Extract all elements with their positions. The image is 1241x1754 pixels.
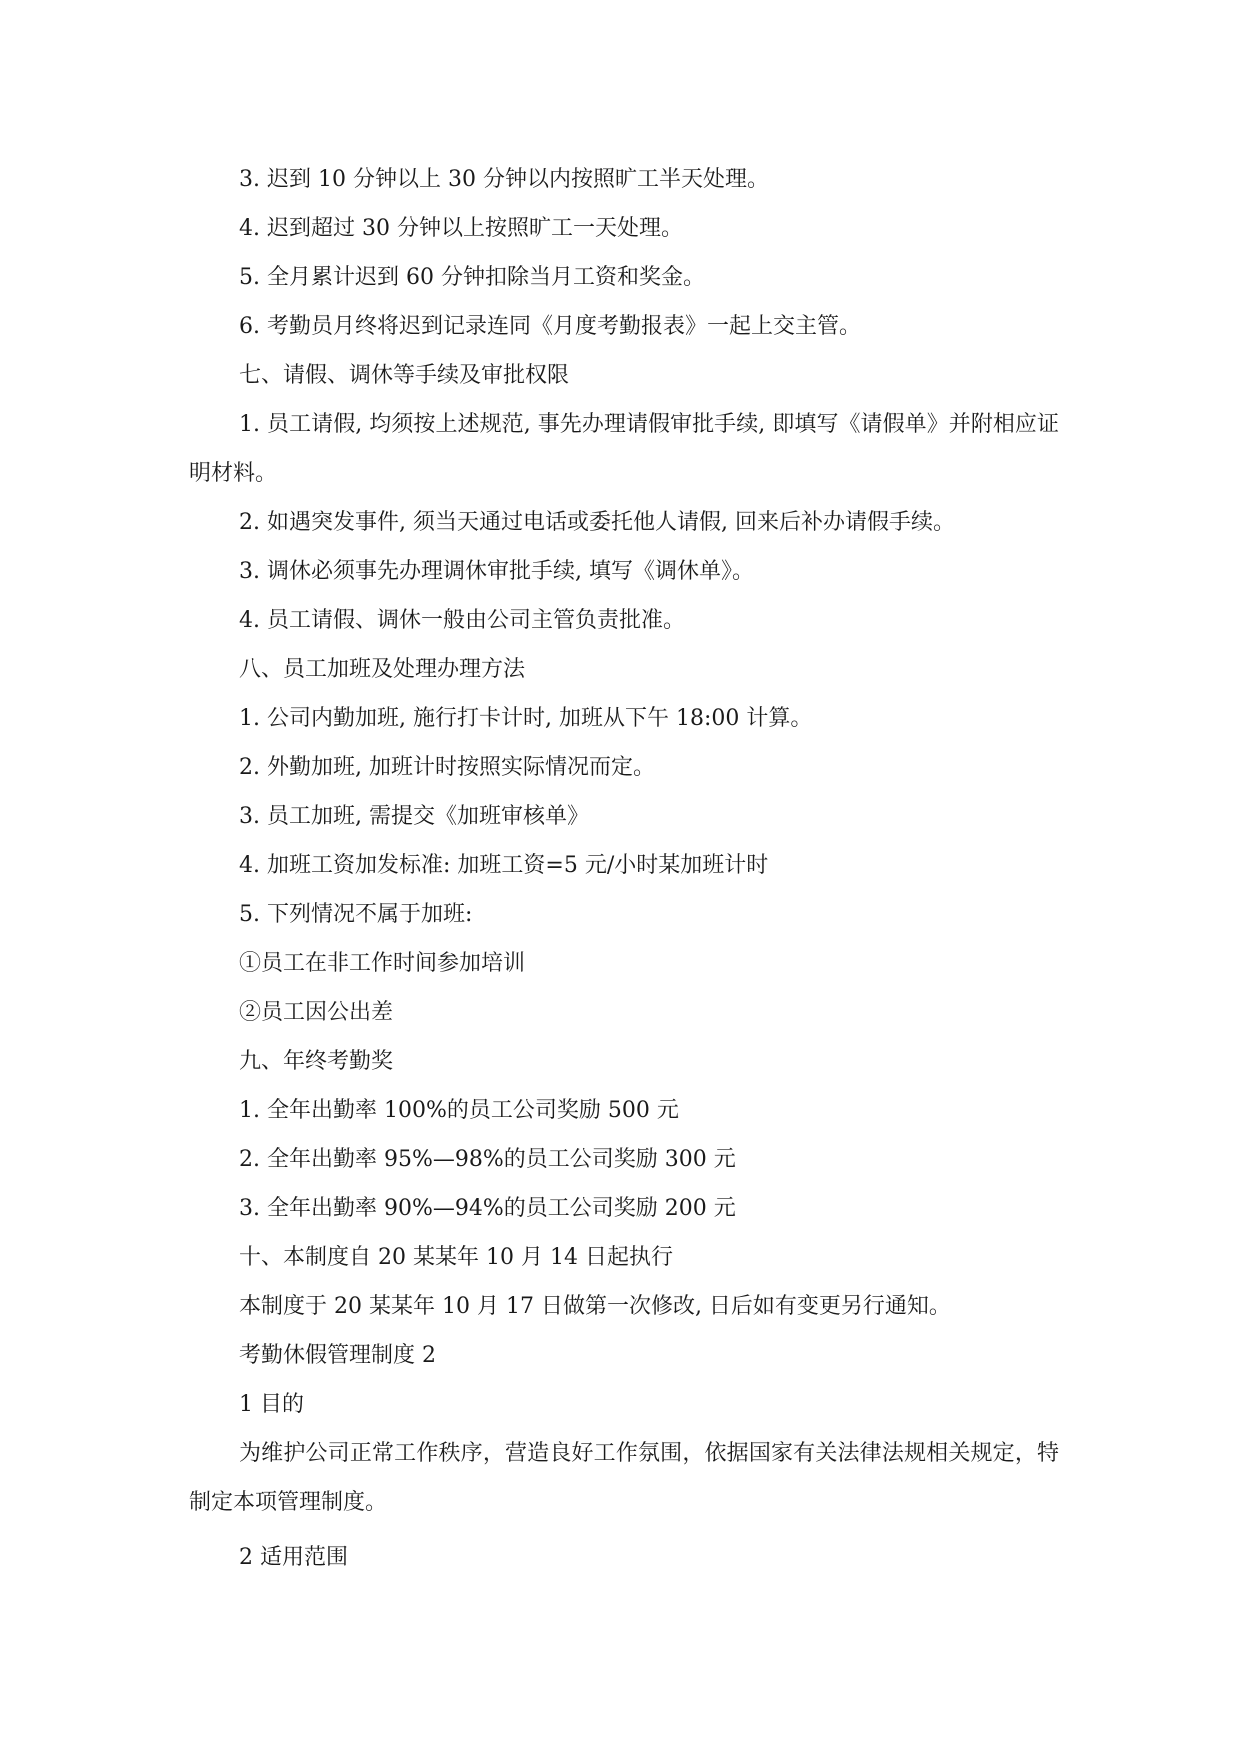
- text-line: 2. 外勤加班, 加班计时按照实际情况而定。: [239, 755, 655, 780]
- paragraph-purpose: 为维护公司正常工作秩序，营造良好工作氛围，依据国家有关法律法规相关规定，特制定本项管理制度。: [189, 1441, 1059, 1515]
- document-body: [189, 155, 1059, 1582]
- paragraph-leave-request: 1. 员工请假, 均须按上述规范, 事先办理请假审批手续, 即填写《请假单》并附相应证明材料。: [189, 412, 1059, 486]
- text-line: 3. 调休必须事先办理调休审批手续, 填写《调休单》。: [239, 559, 754, 584]
- section-heading: 2 适用范围: [239, 1545, 348, 1570]
- text-line: 6. 考勤员月终将迟到记录连同《月度考勤报表》一起上交主管。: [239, 314, 861, 339]
- text-line: 3. 全年出勤率 90%—94%的员工公司奖励 200 元: [239, 1196, 736, 1221]
- section-heading: 七、请假、调休等手续及审批权限: [239, 363, 570, 388]
- section-heading: 八、员工加班及处理办理方法: [239, 657, 526, 682]
- text-line: 4. 员工请假、调休一般由公司主管负责批准。: [239, 608, 685, 633]
- section-heading: 九、年终考勤奖: [239, 1049, 394, 1074]
- text-line: 1. 全年出勤率 100%的员工公司奖励 500 元: [239, 1098, 679, 1123]
- text-line: 5. 全月累计迟到 60 分钟扣除当月工资和奖金。: [239, 265, 705, 290]
- section-heading: 1 目的: [239, 1392, 304, 1417]
- document-title: 考勤休假管理制度 2: [239, 1343, 436, 1368]
- text-line: 4. 迟到超过 30 分钟以上按照旷工一天处理。: [239, 216, 683, 241]
- text-line: 2. 如遇突发事件, 须当天通过电话或委托他人请假, 回来后补办请假手续。: [239, 510, 955, 535]
- text-line: 本制度于 20 某某年 10 月 17 日做第一次修改, 日后如有变更另行通知。: [239, 1294, 951, 1319]
- text-line: 3. 迟到 10 分钟以上 30 分钟以内按照旷工半天处理。: [239, 167, 769, 192]
- text-line: ①员工在非工作时间参加培训: [239, 951, 526, 976]
- section-heading: 十、本制度自 20 某某年 10 月 14 日起执行: [239, 1245, 673, 1270]
- text-line: 1. 公司内勤加班, 施行打卡计时, 加班从下午 18:00 计算。: [239, 706, 813, 731]
- text-line: 3. 员工加班, 需提交《加班审核单》: [239, 804, 589, 829]
- text-line: 4. 加班工资加发标准: 加班工资=5 元/小时某加班计时: [239, 853, 769, 878]
- text-line: ②员工因公出差: [239, 1000, 394, 1025]
- text-line: 2. 全年出勤率 95%—98%的员工公司奖励 300 元: [239, 1147, 736, 1172]
- text-line: 5. 下列情况不属于加班:: [239, 902, 473, 927]
